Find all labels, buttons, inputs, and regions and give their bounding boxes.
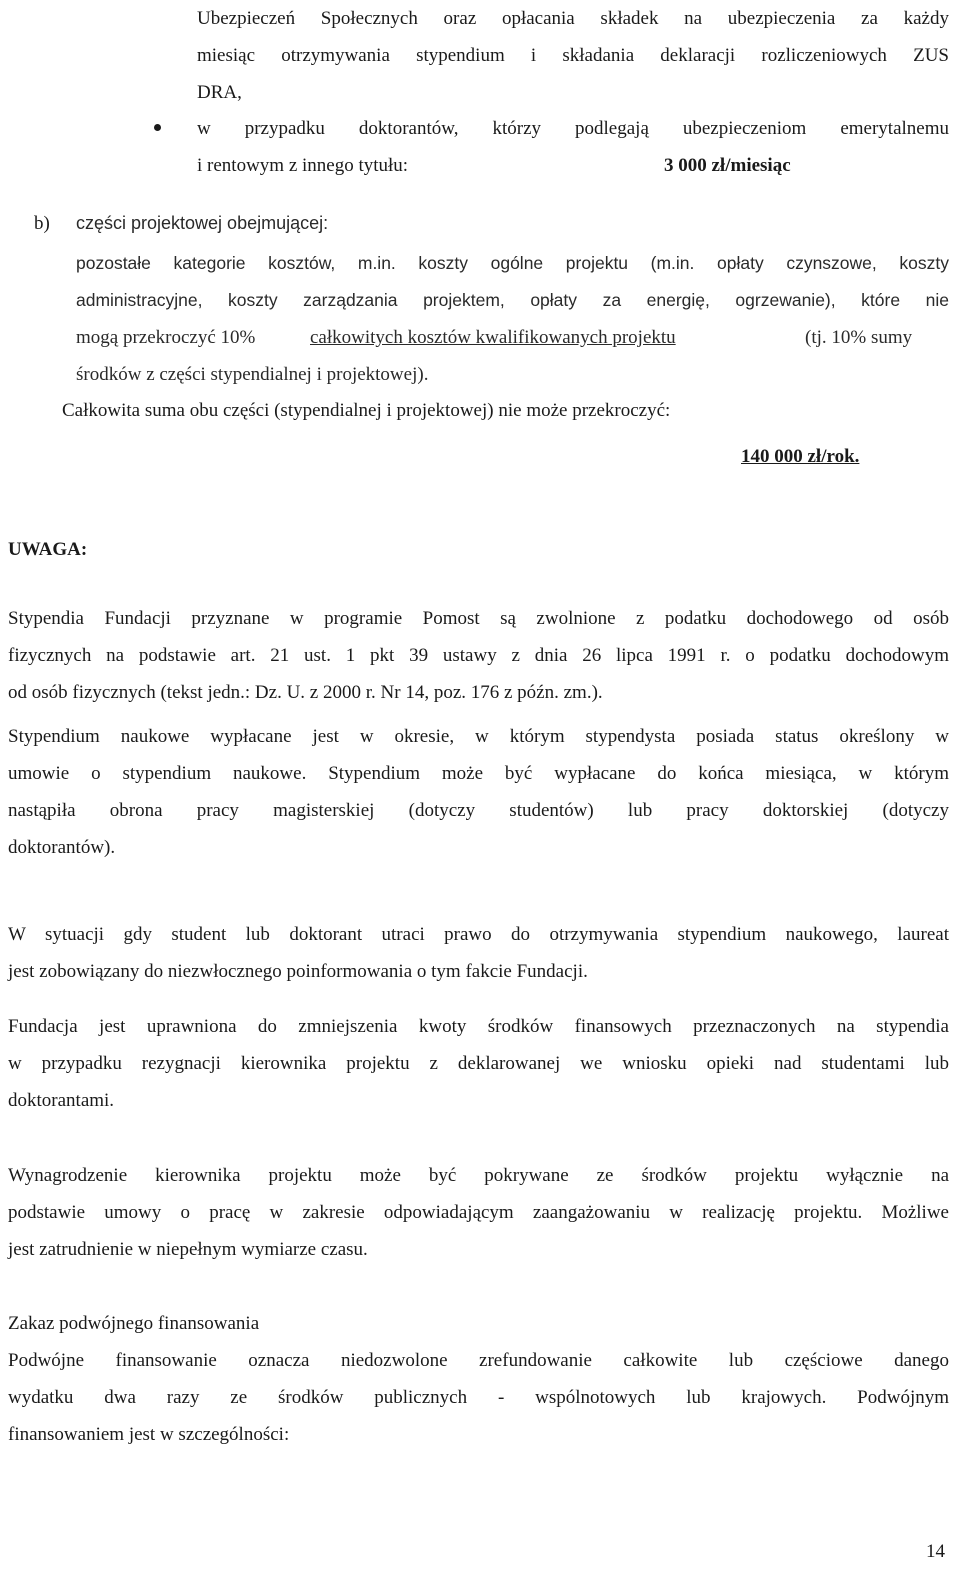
- section-b-line-2: administracyjne, koszty zarządzania projektem, opłaty za energię, ogrzewanie), które nie: [76, 290, 949, 310]
- paragraph-reduction-line-1: Fundacja jest uprawniona do zmniejszenia kwoty środków finansowych przeznaczonych na stypendia: [8, 1016, 949, 1037]
- section-b-line-3-pre: mogą przekroczyć 10%: [76, 327, 256, 348]
- paragraph-tax: [8, 600, 949, 711]
- paragraph-period-line-3: nastąpiła obrona pracy magisterskiej (dotyczy studentów) lub pracy doktorskiej (dotyczy: [8, 800, 949, 821]
- paragraph-reduction-line-2: w przypadku rezygnacji kierownika projektu z deklarowanej we wniosku opieki nad studentami lub: [8, 1053, 949, 1074]
- paragraph-double-line-3: finansowaniem jest w szczególności:: [8, 1424, 290, 1445]
- intro-line-1: Ubezpieczeń Społecznych oraz opłacania składek na ubezpieczenia za każdy: [197, 8, 949, 29]
- paragraph-double: [8, 1305, 949, 1453]
- paragraph-salary-line-2: podstawie umowy o pracę w zakresie odpowiadającym zaangażowaniu w realizację projektu. Możliwe: [8, 1202, 949, 1223]
- paragraph-loss-line-1: W sytuacji gdy student lub doktorant utraci prawo do otrzymywania stypendium naukowego, laureat: [8, 924, 949, 945]
- intro-continuation: [197, 0, 949, 111]
- section-b-title: części projektowej obejmującej:: [76, 213, 329, 233]
- paragraph-tax-line-3: od osób fizycznych (tekst jedn.: Dz. U. z 2000 r. Nr 14, poz. 176 z późn. zm.).: [8, 682, 603, 703]
- paragraph-period-line-4: doktorantów).: [8, 837, 116, 858]
- section-b-marker: b): [34, 213, 50, 234]
- section-b-line-3-post: (tj. 10% sumy: [805, 327, 913, 348]
- section-b-line-3-underlined: całkowitych kosztów kwalifikowanych projektu: [310, 327, 676, 348]
- total-text: Całkowita suma obu części (stypendialnej i projektowej) nie może przekroczyć:: [62, 400, 671, 421]
- section-b-line-4: środków z części stypendialnej i projektowej).: [76, 364, 429, 385]
- section-b-line-3: [76, 319, 949, 356]
- paragraph-period: [8, 718, 949, 866]
- section-b-body: [76, 245, 949, 393]
- paragraph-tax-line-2: fizycznych na podstawie art. 21 ust. 1 pkt 39 ustawy z dnia 26 lipca 1991 r. o podatku dochodowym: [8, 645, 949, 666]
- bullet-doctoral: [197, 110, 949, 184]
- double-financing-heading: Zakaz podwójnego finansowania: [8, 1313, 260, 1334]
- paragraph-double-line-2: wydatku dwa razy ze środków publicznych - wspólnotowych lub krajowych. Podwójnym: [8, 1387, 949, 1408]
- paragraph-tax-line-1: Stypendia Fundacji przyznane w programie Pomost są zwolnione z podatku dochodowego od osób: [8, 608, 949, 629]
- bullet-doctoral-line-2: [197, 147, 949, 184]
- page-number: 14: [926, 1541, 945, 1562]
- paragraph-loss-line-2: jest zobowiązany do niezwłocznego poinformowania o tym fakcie Fundacji.: [8, 961, 588, 982]
- intro-line-2: miesiąc otrzymywania stypendium i składania deklaracji rozliczeniowych ZUS: [197, 45, 949, 66]
- uwaga-heading: UWAGA:: [8, 539, 88, 560]
- paragraph-salary-line-1: Wynagrodzenie kierownika projektu może być pokrywane ze środków projektu wyłącznie na: [8, 1165, 949, 1186]
- paragraph-salary-line-3: jest zatrudnienie w niepełnym wymiarze czasu.: [8, 1239, 368, 1260]
- bullet-doctoral-line-1: w przypadku doktorantów, którzy podlegają ubezpieczeniom emerytalnemu: [197, 118, 949, 139]
- intro-line-3: DRA,: [197, 82, 242, 103]
- section-b-line-1: pozostałe kategorie kosztów, m.in. koszty ogólne projektu (m.in. opłaty czynszowe, koszty: [76, 253, 949, 273]
- doctoral-amount: 3 000 zł/miesiąc: [664, 155, 791, 176]
- total-amount: 140 000 zł/rok.: [741, 446, 860, 467]
- paragraph-salary: [8, 1157, 949, 1268]
- paragraph-loss: [8, 916, 949, 990]
- paragraph-double-line-1: Podwójne finansowanie oznacza niedozwolone zrefundowanie całkowite lub częściowe danego: [8, 1350, 949, 1371]
- bullet-dot: [154, 124, 161, 131]
- paragraph-reduction-line-3: doktorantami.: [8, 1090, 115, 1111]
- paragraph-period-line-1: Stypendium naukowe wypłacane jest w okresie, w którym stypendysta posiada status określony w: [8, 726, 949, 747]
- paragraph-reduction: [8, 1008, 949, 1119]
- bullet-doctoral-text: i rentowym z innego tytułu:: [197, 155, 409, 176]
- paragraph-period-line-2: umowie o stypendium naukowe. Stypendium może być wypłacane do końca miesiąca, w którym: [8, 763, 949, 784]
